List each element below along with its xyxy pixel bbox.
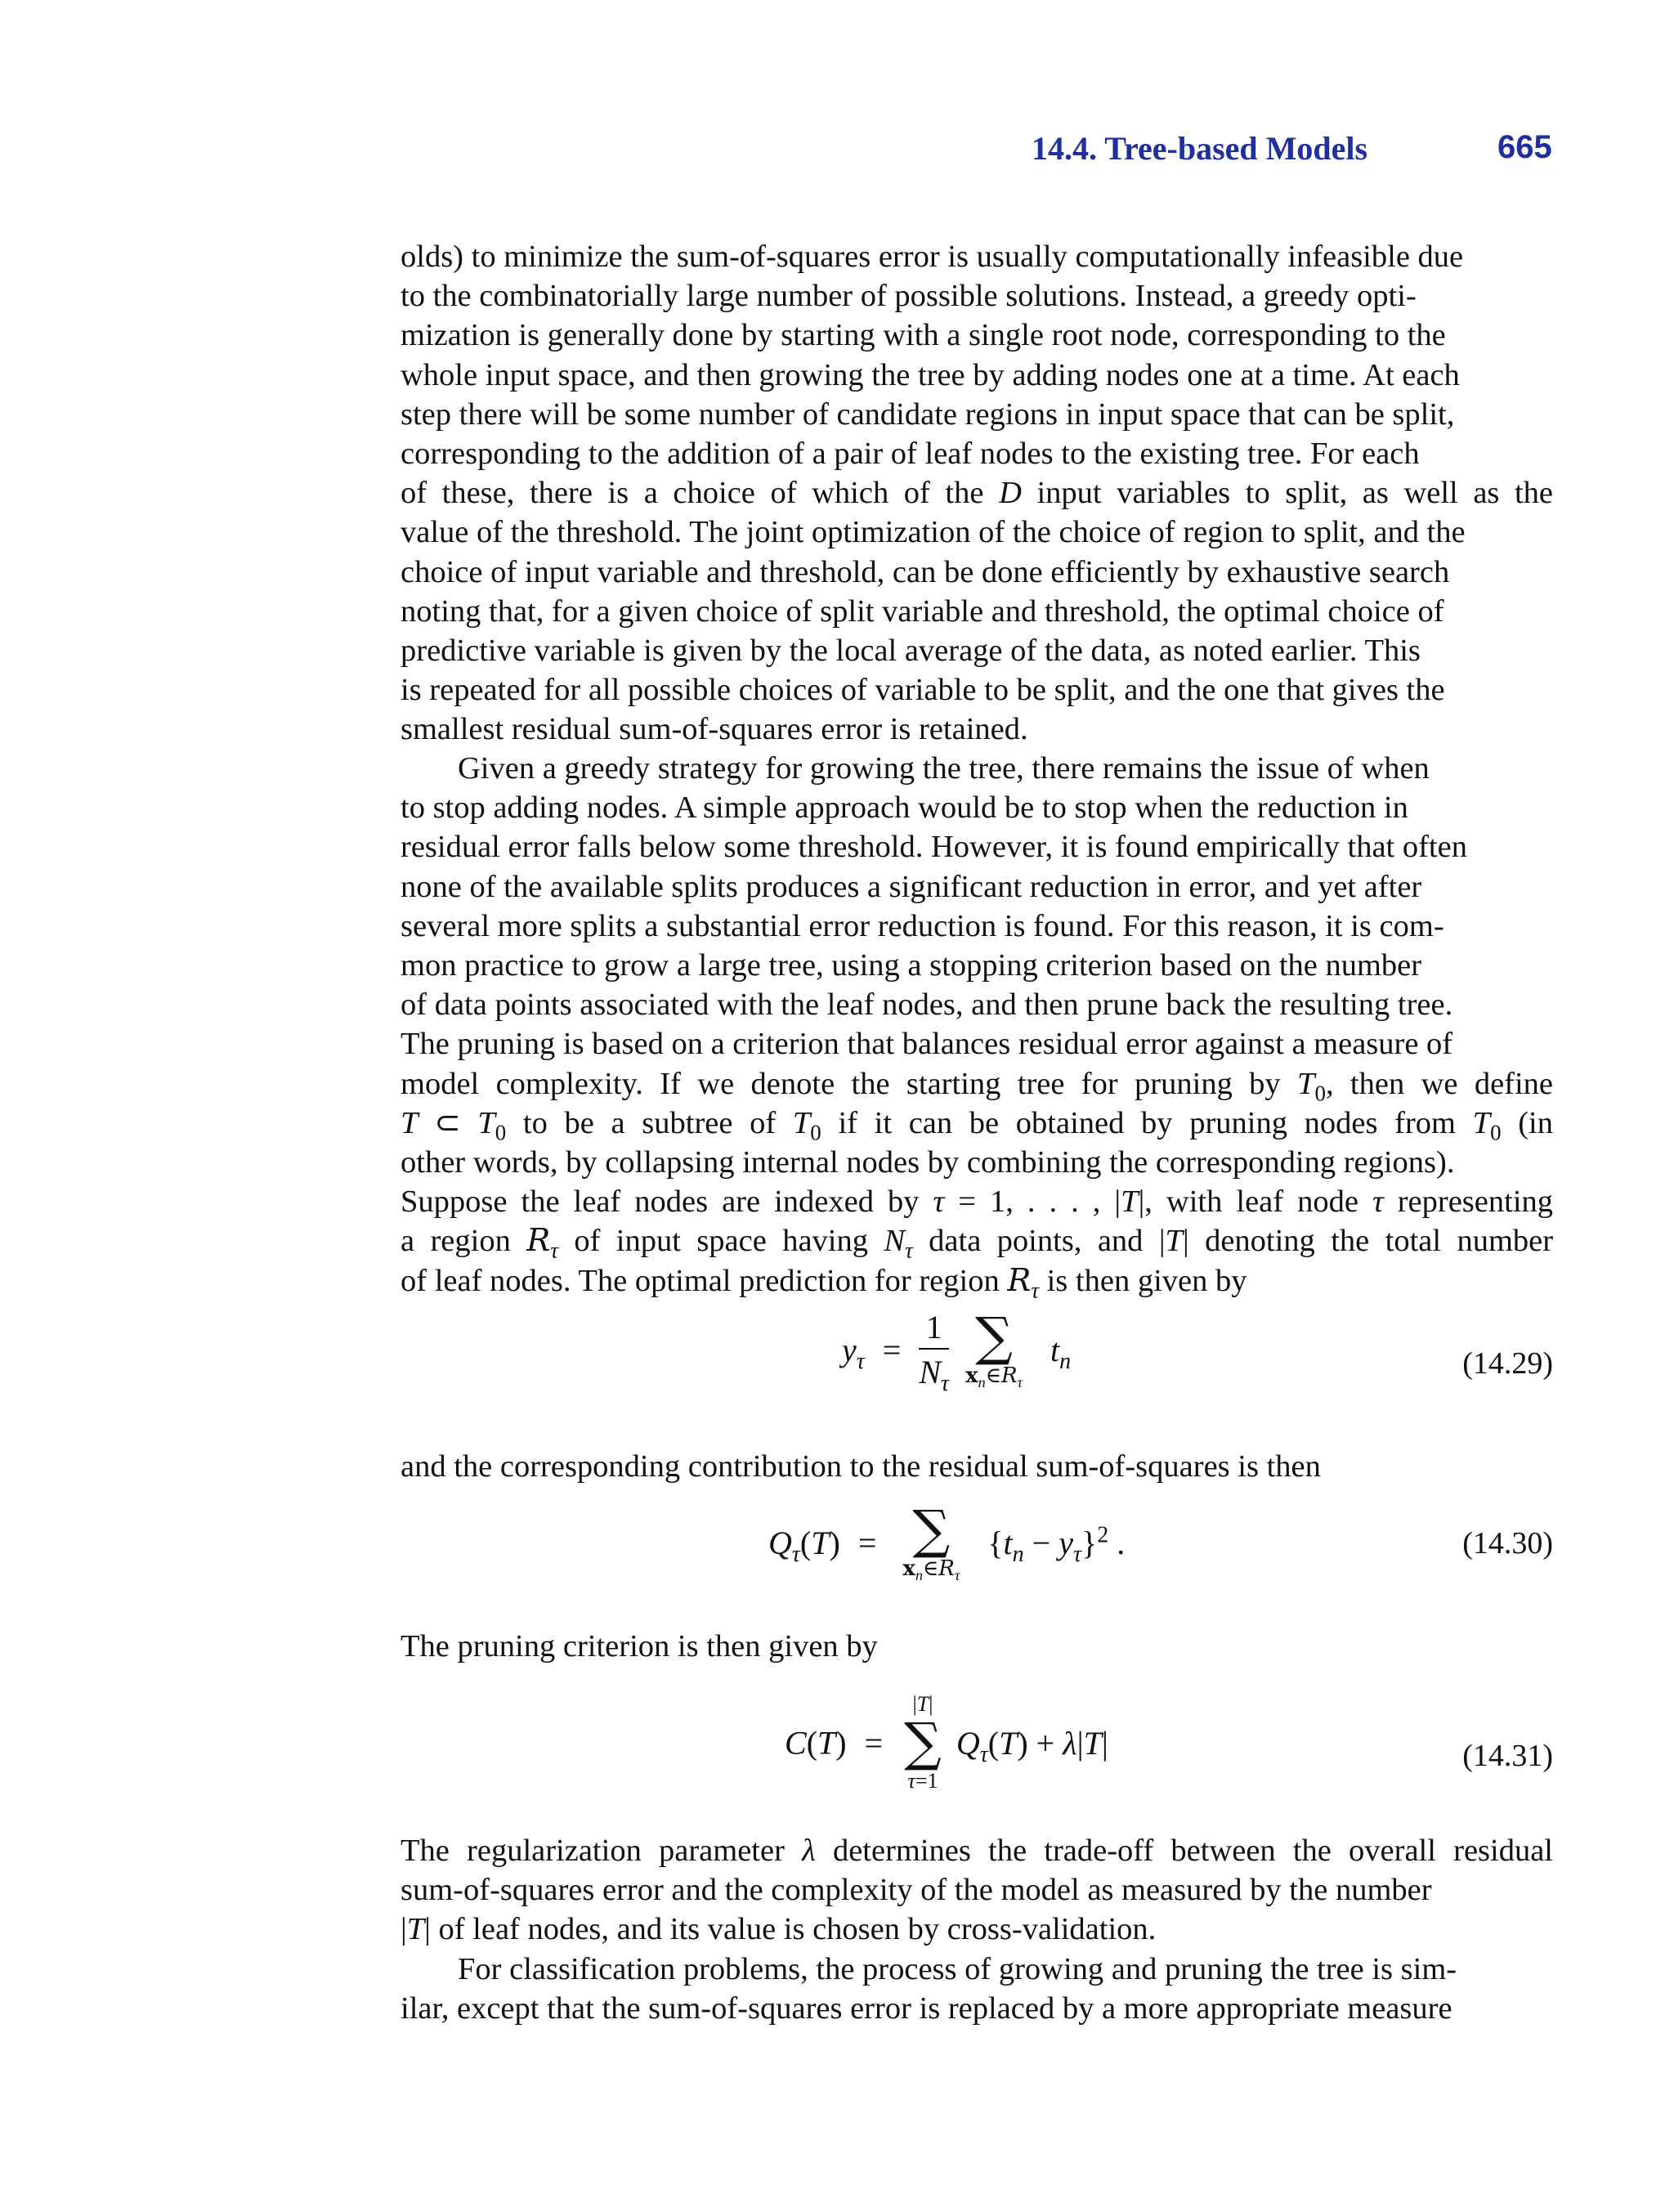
text-span: (in [1518,1105,1553,1140]
equation-body: $y_\tau$ = $\frac{1}{N_\tau}$ ∑ $x_n\in R_\tau$ $t_n$ [842,1307,1072,1396]
math-T0: $T_0$ [792,1105,821,1145]
text-span: denoting the total number [1205,1224,1554,1259]
text-span: , then we define [1325,1066,1554,1101]
text-line: other words, by collapsing internal nodes by combining the corresponding regions). [401,1145,1455,1180]
equation-number: (14.31) [1462,1739,1553,1773]
text-span: , with leaf node [1144,1184,1358,1220]
math-lambda: λ [802,1834,816,1868]
text-line: corresponding to the addition of a pair of leaf nodes to the existing tree. For each [401,437,1420,472]
math-index-range: τ = 1, . . . , |T| [933,1184,1145,1220]
equation-number: (14.30) [1462,1526,1553,1560]
text-line [401,1221,1554,1264]
text-line: mon practice to grow a large tree, using a stopping criterion based on the number [401,948,1422,983]
text-span: of leaf nodes. The optimal prediction for region [401,1263,1000,1298]
text-line: several more splits a substantial error reduction is found. For this reason, it is com- [401,908,1444,943]
text-span: of these, there is a choice of which of the [401,476,984,511]
text-line: step there will be some number of candidate regions in input space that can be split, [401,396,1455,432]
text-line [401,1261,1553,1301]
text-line: predictive variable is given by the local average of the data, as noted earlier. This [401,634,1421,669]
text-span: of leaf nodes, and its value is chosen by cross-validation. [438,1912,1157,1947]
text-line: noting that, for a given choice of split variable and threshold, the optimal choice of [401,593,1444,629]
math-N-tau: $N_\tau$ [884,1224,913,1264]
running-head: 14.4. Tree-based Models [1032,130,1368,167]
summation: |T| ∑ τ=1 [904,1692,942,1793]
text-span: a region [401,1224,511,1259]
text-line: value of the threshold. The joint optimization of the choice of region to split, and the [401,515,1466,550]
paragraph-2 [401,749,1553,1301]
text-line: to stop adding nodes. A simple approach would be to stop when the reduction in [401,790,1408,826]
text-line: choice of input variable and threshold, can be done efficiently by exhaustive search [401,554,1450,589]
text-line [401,1104,1553,1143]
text-line: The pruning criterion is then given by [401,1629,878,1663]
math-region: $R_\tau$ [526,1222,558,1264]
text-line: residual error falls below some threshold. However, it is found empirically that often [401,830,1467,865]
page-header [0,129,1674,178]
math-abs-T: |T| [401,1912,431,1947]
text-span: is then given by [1046,1263,1247,1298]
math-region: $R_\tau$ [1007,1261,1039,1303]
text-span: data points, and [929,1224,1144,1259]
summation: ∑ $x_n\in R_\tau$ [902,1500,960,1584]
paragraph-1 [401,237,1553,750]
math-var: D [999,476,1022,511]
text-span: representing [1397,1184,1554,1220]
text-span: Suppose the leaf nodes are indexed by [401,1184,920,1220]
equation-body: $Q_\tau(T)$ = ∑ $x_n\in R_\tau$ $\{t_n - y_\tau\}^2$ . [768,1500,1126,1584]
math-T0: $T_0$ [1297,1066,1326,1106]
text-line [401,473,1553,513]
text-line: olds) to minimize the sum-of-squares error is usually computationally infeasible due [401,240,1464,274]
text-line [401,1064,1553,1104]
text-line [401,1910,1553,1949]
equation-14-29 [401,1308,1553,1431]
equation-14-31 [401,1692,1553,1823]
page-number: 665 [1497,129,1552,165]
text-span: model complexity. If we denote the starting tree for pruning by [401,1066,1281,1101]
text-line [401,1831,1553,1870]
text-line: whole input space, and then growing the tree by adding nodes one at a time. At each [401,357,1460,392]
text-between-1 [401,1447,1553,1486]
text-span: The regularization parameter [401,1834,785,1868]
text-span: determines the trade-off between the overall residual [832,1834,1554,1868]
fraction: $\frac{1}{N_\tau}$ [919,1309,950,1396]
text-line: none of the available splits produces a significant reduction in error, and yet after [401,869,1422,904]
text-span: of input space having [574,1224,868,1259]
text-span: input variables to split, as well as the [1036,476,1554,511]
text-line: mization is generally done by starting with a single root node, corresponding to the [401,318,1446,353]
equation-number: (14.29) [1462,1346,1553,1381]
text-line: sum-of-squares error and the complexity of the model as measured by the number [401,1873,1432,1908]
text-span: to be a subtree of [522,1105,777,1140]
text-between-2 [401,1627,1553,1666]
text-span: if it can be obtained by pruning nodes from [838,1105,1456,1140]
equation-14-30 [401,1500,1553,1610]
equation-body: C(T) = |T| ∑ τ=1 $Q_\tau(T) + \lambda|T|$ [785,1692,1108,1793]
text-line: to the combinatorially large number of possible solutions. Instead, a greedy opti- [401,279,1417,314]
text-line: The pruning is based on a criterion that balances residual error against a measure of [401,1027,1453,1062]
text-line: and the corresponding contribution to the residual sum-of-squares is then [401,1449,1321,1484]
text-line: is repeated for all possible choices of variable to be split, and the one that gives the [401,673,1445,708]
math-T0: $T_0$ [1472,1105,1502,1145]
paragraph-3 [401,1831,1553,2028]
summation: ∑ $x_n\in R_\tau$ [965,1307,1023,1391]
text-line: Given a greedy strategy for growing the tree, there remains the issue of when [458,751,1430,786]
text-line: For classification problems, the process of growing and pruning the tree is sim- [458,1951,1457,1986]
text-line [401,1182,1553,1221]
text-line: ilar, except that the sum-of-squares error is replaced by a more appropriate measure [401,1990,1452,2026]
math-subset: T ⊂ $T_0$ [401,1105,507,1145]
math-tau: τ [1372,1184,1384,1220]
text-line: smallest residual sum-of-squares error is retained. [401,712,1028,747]
math-abs-T: |T| [1158,1224,1189,1259]
text-line: of data points associated with the leaf nodes, and then prune back the resulting tree. [401,987,1453,1023]
